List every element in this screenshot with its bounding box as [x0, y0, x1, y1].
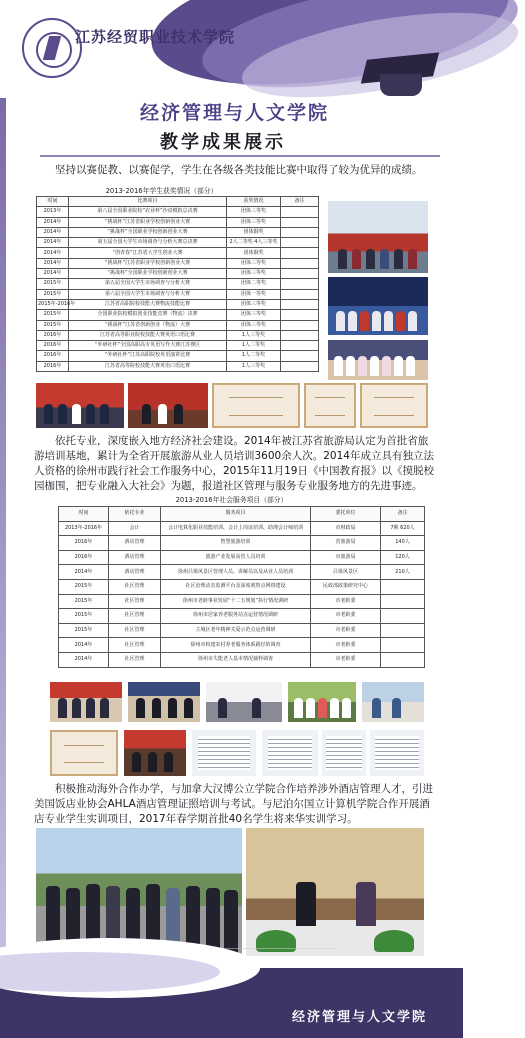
table-cell — [281, 227, 319, 237]
stage-group-photo — [328, 277, 428, 335]
table-row — [59, 579, 425, 594]
certificate-image — [212, 383, 300, 428]
table-cell — [281, 248, 319, 258]
table-row — [59, 565, 425, 580]
table-cell: “外研社杯”江苏高职院校英语演讲比赛 — [69, 351, 227, 361]
training-session-photo — [50, 682, 122, 722]
table-cell: 市老龄委 — [311, 652, 381, 667]
table-cell: 2015年 — [59, 594, 109, 609]
table-row — [59, 623, 425, 638]
award-ceremony-photo — [328, 201, 428, 273]
table-cell: “挑战杯”江苏省创新创业（物流）大赛 — [69, 320, 227, 330]
table-cell: 2015年-2016年 — [37, 299, 69, 309]
table-row — [59, 638, 425, 653]
table-cell — [381, 638, 425, 653]
table-cell: 2015年 — [37, 289, 69, 299]
table-cell: 2014年 — [59, 565, 109, 580]
table-cell — [281, 217, 319, 227]
table-cell: 2016年 — [37, 330, 69, 340]
table-cell: 1人二等奖 — [227, 351, 281, 361]
table-cell: 江苏省高等职业院校技能大赛英语口语比赛 — [69, 330, 227, 340]
table-cell — [381, 594, 425, 609]
table-cell: 2015年 — [37, 279, 69, 289]
newspaper-clipping — [192, 730, 256, 776]
table-cell: 社区管理 — [109, 594, 161, 609]
table-cell: 民政部政策研究中心 — [311, 579, 381, 594]
table-cell: 2016年 — [59, 550, 109, 565]
table-cell: 江苏省高职院校技能大赛物流技能比赛 — [69, 299, 227, 309]
intro-paragraph: 坚持以赛促教、以赛促学，学生在各级各类技能比赛中取得了较为优异的成绩。 — [55, 164, 423, 176]
table-cell: 团体三等奖 — [227, 258, 281, 268]
table-cell: 2015年 — [59, 623, 109, 638]
graduation-cap-icon — [360, 56, 440, 104]
table-header-cell: 时间 — [37, 197, 69, 207]
table-cell: 2015年 — [37, 320, 69, 330]
table-row — [59, 550, 425, 565]
table-cell — [281, 207, 319, 217]
table-cell: 第八届全国职业院校“农业杯”沙盘模拟总决赛 — [69, 207, 227, 217]
table-row — [59, 652, 425, 667]
table-cell: 团体三等奖 — [227, 310, 281, 320]
table-cell: 社区管理 — [109, 638, 161, 653]
plaque-image — [50, 730, 118, 776]
college-name: 经济管理与人文学院 — [140, 102, 330, 124]
certificate-image — [360, 383, 428, 428]
table-row — [37, 269, 319, 279]
table-cell — [281, 330, 319, 340]
footer-band — [0, 968, 463, 1038]
table-row — [37, 258, 319, 268]
table-cell: 徐州市居家养老服务站点运营情况调研 — [161, 609, 311, 624]
table-row — [59, 594, 425, 609]
table-cell: 主城区老年精神关爱示范点运营调研 — [161, 623, 311, 638]
table-cell: 团体一等奖 — [227, 289, 281, 299]
table-row — [37, 238, 319, 248]
table-cell: 第五届全国大学生市场调查与分析大赛总决赛 — [69, 238, 227, 248]
table-row — [37, 351, 319, 361]
table-cell: 市老龄委 — [311, 623, 381, 638]
table-cell — [381, 652, 425, 667]
social-service-table — [58, 506, 425, 668]
table-cell: “外研社杯”全国高职高专英语写作大赛江苏赛区 — [69, 341, 227, 351]
table-cell: 2014年 — [37, 217, 69, 227]
table-cell — [281, 279, 319, 289]
table-cell: 酒店管理 — [109, 550, 161, 565]
table-cell: 140人 — [381, 536, 425, 551]
event-photo — [124, 730, 186, 776]
table-cell: 2015年 — [59, 579, 109, 594]
table-cell: 2014年 — [37, 238, 69, 248]
table-header-cell: 委托单位 — [311, 507, 381, 522]
table-row — [37, 310, 319, 320]
table-header-cell: 时间 — [59, 507, 109, 522]
table-cell: 团体三等奖 — [227, 320, 281, 330]
table-cell: 2016年 — [37, 361, 69, 371]
left-accent-bar — [0, 98, 6, 968]
community-visit-photo — [362, 682, 424, 722]
table-cell: 2014年 — [59, 638, 109, 653]
table-cell: 市旅游局 — [311, 550, 381, 565]
table-cell: “挑战杯”江苏省职业学校创新创业大赛 — [69, 258, 227, 268]
table-cell: 全国职业院校模拟创业技能竞赛（物流）决赛 — [69, 310, 227, 320]
table-cell: 2013年-2016年 — [59, 521, 109, 536]
table-cell — [281, 351, 319, 361]
table-cell — [281, 361, 319, 371]
table-cell — [381, 579, 425, 594]
table-cell: 2人二等奖 4人三等奖 — [227, 238, 281, 248]
table-cell: 徐州吕梁风景区管理人员、讲解员以及从业人员培训 — [161, 565, 311, 580]
table-cell: 1人三等奖 — [227, 361, 281, 371]
table-cell: 2015年 — [59, 609, 109, 624]
table-cell: 省旅游局 — [311, 536, 381, 551]
table-header-cell: 获奖情况 — [227, 197, 281, 207]
table-cell: 市财政局 — [311, 521, 381, 536]
table-cell: 酒店管理 — [109, 536, 161, 551]
footer-college-name: 经济管理与人文学院 — [291, 1010, 427, 1025]
table-cell: 团体三等奖 — [227, 207, 281, 217]
title-divider — [40, 155, 440, 157]
table-cell — [281, 320, 319, 330]
table-row — [37, 330, 319, 340]
classroom-photo — [206, 682, 282, 722]
competition-photo — [36, 383, 124, 428]
meeting-photo — [128, 682, 200, 722]
awards-table — [36, 196, 319, 372]
table-row — [37, 248, 319, 258]
table-cell: “挑战杯”江苏省职业学校创新创业大赛 — [69, 217, 227, 227]
table-cell: 2013年 — [37, 207, 69, 217]
table-cell: 社区管理 — [109, 609, 161, 624]
table-cell — [381, 609, 425, 624]
table-cell: 2014年 — [37, 258, 69, 268]
table-cell: 团体二等奖 — [227, 279, 281, 289]
local-service-paragraph: 依托专业，深度嵌入地方经济社会建设。2014年被江苏省旅游局认定为首批省旅游培训基地，累计为全省开展旅游从业人员培训3600余人次。2014年成立具有独立法人资格的徐州市践行社会工作服务中心，2015年11月19日《中国教育报》以《摸脱校园枷围，把专业融入大社会》为题，报道社区管理与服务专业服务地方的先进事迹。 — [34, 435, 434, 492]
table-header-cell: 依托专业 — [109, 507, 161, 522]
table-row — [59, 521, 425, 536]
table-cell: “挑战杯”全国职业学校创新创业大赛 — [69, 227, 227, 237]
table-cell — [281, 310, 319, 320]
school-name: 江苏经贸职业技术学院 — [75, 28, 236, 46]
report-document — [322, 730, 366, 776]
table-row — [37, 207, 319, 217]
newspaper-clipping — [262, 730, 318, 776]
table-cell: 社区治理动态监测平台及深度观察点网络建设 — [161, 579, 311, 594]
report-document — [370, 730, 424, 776]
table-cell: 团体铜奖 — [227, 227, 281, 237]
table-header-cell: 备注 — [381, 507, 425, 522]
page-title: 教学成果展示 — [160, 132, 286, 153]
table-cell: 2014年 — [59, 652, 109, 667]
table-cell: 7期 620人 — [381, 521, 425, 536]
table-header-cell: 服务项目 — [161, 507, 311, 522]
table-cell: 第五届全国大学生市场调查与分析大赛 — [69, 279, 227, 289]
table-cell — [281, 269, 319, 279]
table-cell: 1人二等奖 — [227, 341, 281, 351]
table-cell: 2014年 — [37, 227, 69, 237]
table-row — [37, 227, 319, 237]
table1-title: 2013-2016年学生获奖情况（部分） — [105, 187, 218, 195]
table-cell — [281, 258, 319, 268]
certificate-image — [304, 383, 356, 428]
table-row — [37, 320, 319, 330]
table-cell: 1人三等奖 — [227, 330, 281, 340]
table-cell: 会计 — [109, 521, 161, 536]
table-row — [37, 341, 319, 351]
table-header-cell: 比赛项目 — [69, 197, 227, 207]
table-cell: 徐州市构建农村养老服务体系路径的调查 — [161, 638, 311, 653]
table-row — [37, 279, 319, 289]
table-cell — [281, 289, 319, 299]
table-cell: 旅游产业发展高管人员培训 — [161, 550, 311, 565]
international-cooperation-paragraph: 积极推动海外合作办学，与加拿大汉博公立学院合作培养涉外酒店管理人才，引进美国饭店业协会AHLA酒店管理证照培训与考试。与尼泊尔国立计算机学院合作开展酒店专业学生实训项目，2017年春学期首批40名学生将来华实训学习。 — [34, 783, 433, 825]
table-cell: “创青春”江苏省大学生创业大赛 — [69, 248, 227, 258]
table-cell: 社区管理 — [109, 579, 161, 594]
table-cell: 徐州市失能老人基本情况抽样调查 — [161, 652, 311, 667]
table-cell: 市老龄委 — [311, 594, 381, 609]
table-cell: 市老龄委 — [311, 609, 381, 624]
table-cell: 第六届全国大学生市场调查与分析大赛 — [69, 289, 227, 299]
table-cell: 徐州市老龄事业发展“十二五规划”执行情况调研 — [161, 594, 311, 609]
table-cell: 2014年 — [37, 248, 69, 258]
school-logo-icon — [22, 18, 82, 78]
table-cell — [281, 341, 319, 351]
table-cell — [281, 299, 319, 309]
table-cell: 智慧旅游培训 — [161, 536, 311, 551]
table-cell: 2016年 — [59, 536, 109, 551]
table-cell: 团体三等奖 — [227, 217, 281, 227]
table-cell: 江苏省高等院校技能大赛英语口语比赛 — [69, 361, 227, 371]
table-cell: 市老龄委 — [311, 638, 381, 653]
table-cell: 2016年 — [37, 341, 69, 351]
award-presentation-photo — [128, 383, 208, 428]
table-header-cell: 备注 — [281, 197, 319, 207]
table-row — [37, 289, 319, 299]
table-cell: 210人 — [381, 565, 425, 580]
group-photo — [288, 682, 356, 722]
table-row — [37, 299, 319, 309]
table-cell: “挑战杯”全国职业学校创新创业大赛 — [69, 269, 227, 279]
table-row — [37, 361, 319, 371]
table-cell: 社区管理 — [109, 652, 161, 667]
table-cell — [381, 623, 425, 638]
table-row — [59, 609, 425, 624]
table-cell: 2016年 — [37, 351, 69, 361]
table-cell: 2015年 — [37, 310, 69, 320]
table-cell: 酒店管理 — [109, 565, 161, 580]
table-row — [59, 536, 425, 551]
table-cell: 2014年 — [37, 269, 69, 279]
signing-meeting-photo — [246, 828, 424, 956]
students-photo — [328, 340, 428, 380]
table2-title: 2013-2016年社会服务项目（部分） — [175, 496, 288, 504]
table-cell — [281, 238, 319, 248]
table-cell: 会计电算化职业技能培训、会计上岗证培训、助理会计师培训 — [161, 521, 311, 536]
table-cell: 吕梁风景区 — [311, 565, 381, 580]
table-cell: 社区管理 — [109, 623, 161, 638]
table-cell: 团体三等奖 — [227, 299, 281, 309]
table-cell: 团体三等奖 — [227, 269, 281, 279]
table-cell: 团体铜奖 — [227, 248, 281, 258]
table-cell: 120人 — [381, 550, 425, 565]
table-row — [37, 217, 319, 227]
